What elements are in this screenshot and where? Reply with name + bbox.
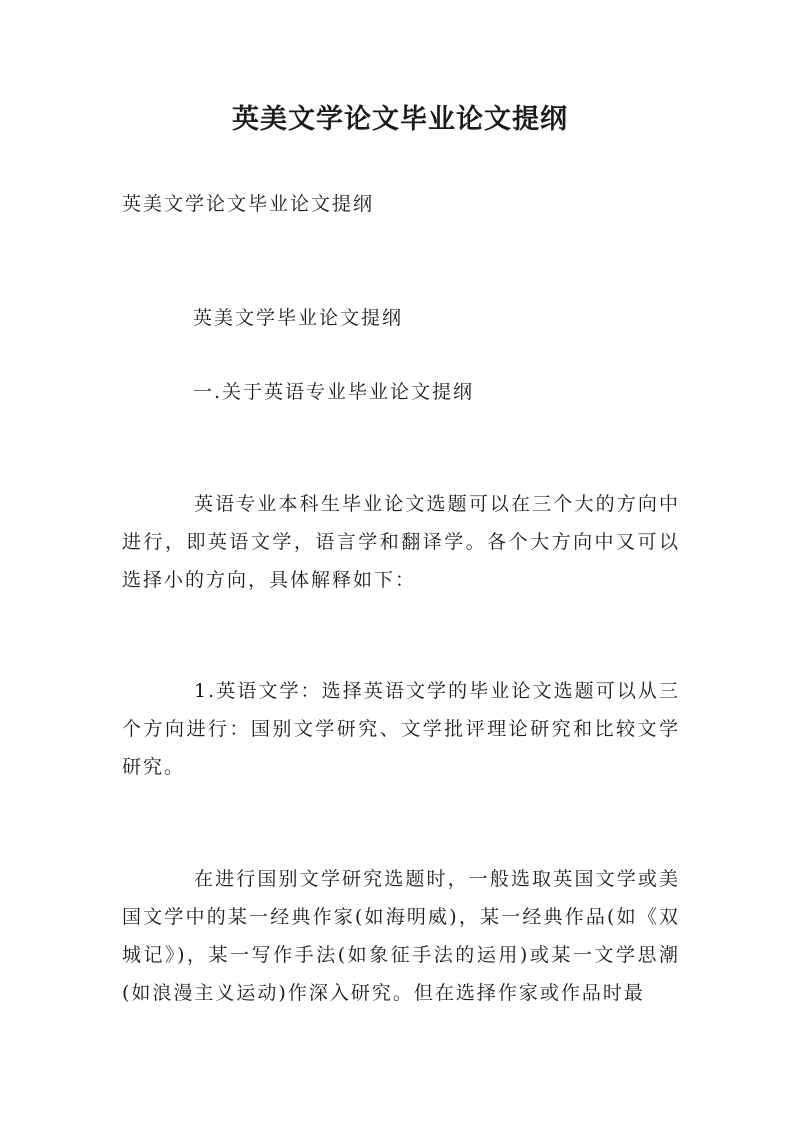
document-title: 英美文学论文毕业论文提纲 (232, 104, 568, 135)
document-subtitle: 英美文学论文毕业论文提纲 (122, 193, 375, 215)
paragraph: 英语专业本科生毕业论文选题可以在三个大的方向中进行，即英语文学，语言学和翻译学。各个大方向中又可以选择小的方向，具体解释如下： (122, 493, 680, 591)
paragraph: 1.英语文学：选择英语文学的毕业论文选题可以从三个方向进行：国别文学研究、文学批评理论研究和比较文学研究。 (122, 680, 680, 778)
paragraph: 在进行国别文学研究选题时，一般选取英国文学或美国文学中的某一经典作家(如海明威)，某一经典作品(如《双城记》)，某一写作手法(如象征手法的运用)或某一文学思潮(如浪漫主义运动)作深入研究。但在选择作家或作品时最 (122, 868, 680, 1004)
section-heading: 英美文学毕业论文提纲 (193, 307, 404, 329)
subsection-heading: 一.关于英语专业毕业论文提纲 (193, 381, 475, 403)
